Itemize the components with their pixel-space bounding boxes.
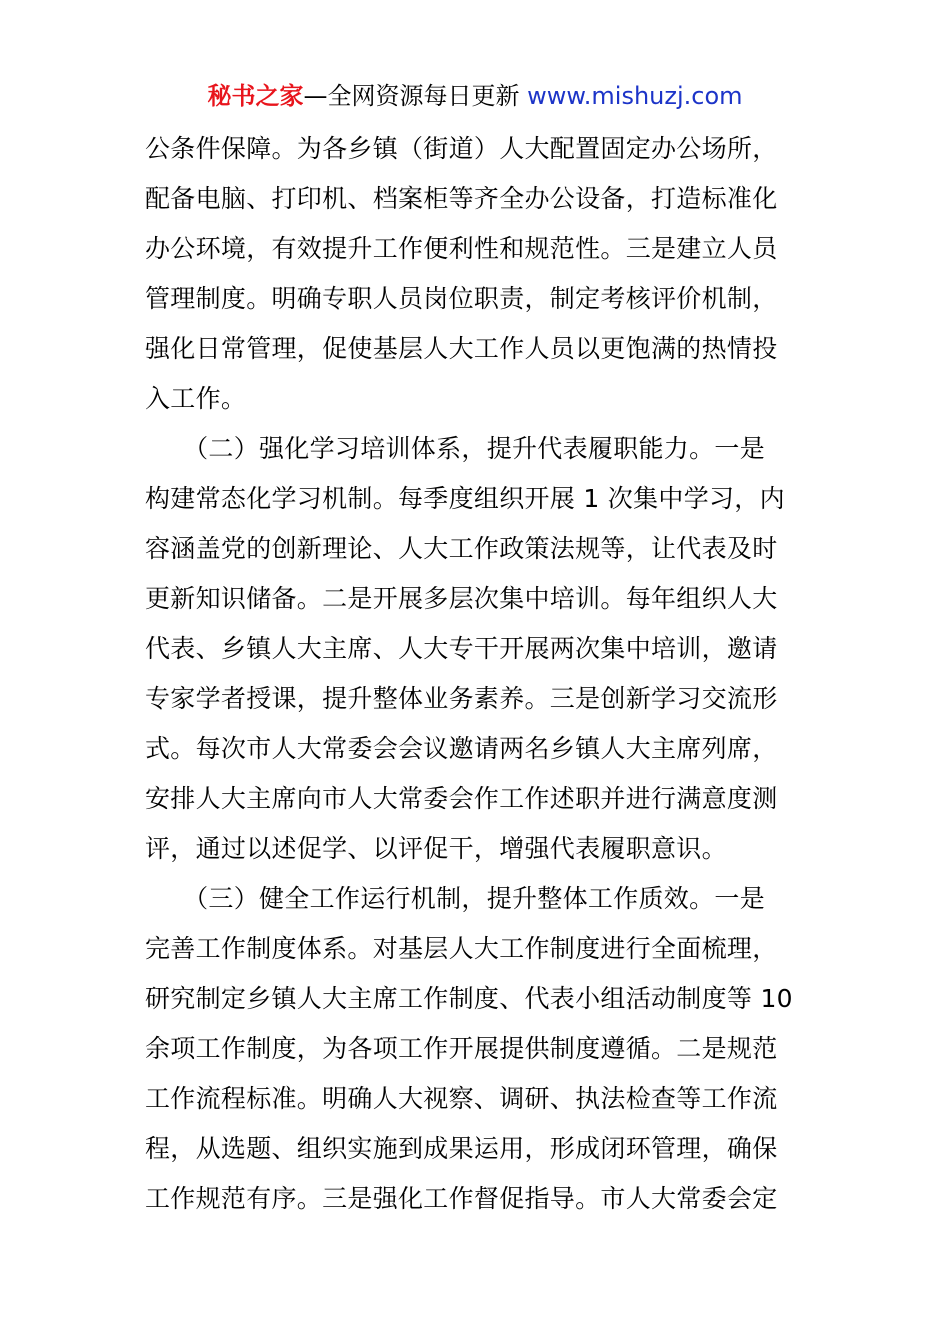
text-line: 工作流程标准。明确人大视察、调研、执法检查等工作流 [145,1084,778,1113]
text-line: 研究制定乡镇人大主席工作制度、代表小组活动制度等 10 [145,984,793,1013]
text-line: 构建常态化学习机制。每季度组织开展 1 次集中学习，内 [145,484,785,513]
text-line: 专家学者授课，提升整体业务素养。三是创新学习交流形 [145,684,778,713]
text-line: 办公环境，有效提升工作便利性和规范性。三是建立人员 [145,234,778,263]
text-line: 式。每次市人大常委会会议邀请两名乡镇人大主席列席， [145,734,778,763]
text-line: 代表、乡镇人大主席、人大专干开展两次集中培训，邀请 [145,634,778,663]
text-line: 余项工作制度，为各项工作开展提供制度遵循。二是规范 [145,1034,778,1063]
text-line: 入工作。 [145,384,247,413]
website-url[interactable]: www.mishuzj.com [527,82,743,110]
text-line: 更新知识储备。二是开展多层次集中培训。每年组织人大 [145,584,778,613]
brand-name: 秘书之家 [207,82,304,110]
text-line: 配备电脑、打印机、档案柜等齐全办公设备，打造标准化 [145,184,778,213]
section-heading-line: （二）强化学习培训体系，提升代表履职能力。一是 [145,434,766,463]
text-line: 容涵盖党的创新理论、人大工作政策法规等，让代表及时 [145,534,778,563]
document-body [145,124,810,1224]
text-line: 管理制度。明确专职人员岗位职责，制定考核评价机制， [145,284,778,313]
text-line: 强化日常管理，促使基层人大工作人员以更饱满的热情投 [145,334,778,363]
text-line: 安排人大主席向市人大常委会作工作述职并进行满意度测 [145,784,778,813]
section-heading-line: （三）健全工作运行机制，提升整体工作质效。一是 [145,884,766,913]
text-line: 评，通过以述促学、以评促干，增强代表履职意识。 [145,834,727,863]
page-header [0,78,950,114]
header-tagline: —全网资源每日更新 [303,82,528,110]
text-line: 公条件保障。为各乡镇（街道）人大配置固定办公场所， [145,134,778,163]
text-line: 工作规范有序。三是强化工作督促指导。市人大常委会定 [145,1184,778,1213]
text-line: 程，从选题、组织实施到成果运用，形成闭环管理，确保 [145,1134,778,1163]
text-line: 完善工作制度体系。对基层人大工作制度进行全面梳理， [145,934,778,963]
